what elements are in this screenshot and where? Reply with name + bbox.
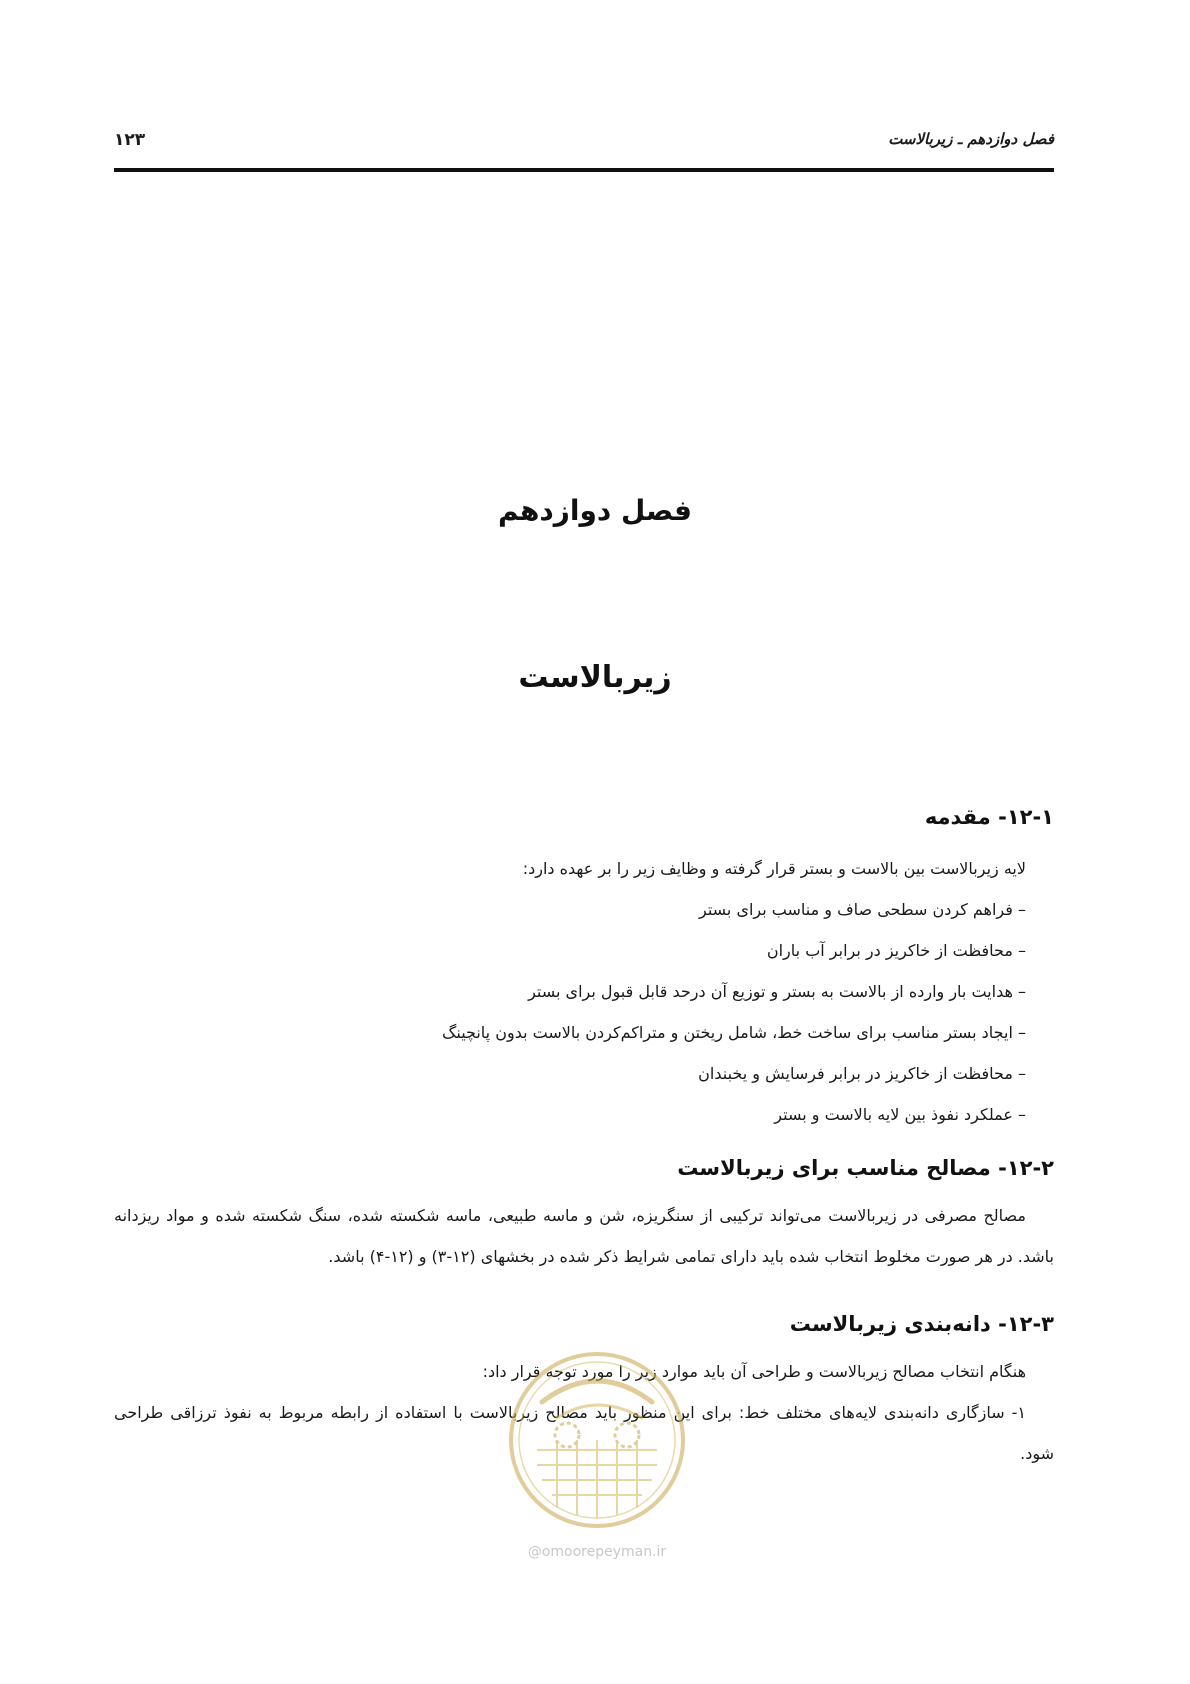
watermark-url: @omoorepeyman.ir (527, 1544, 667, 1560)
grading-paragraph: ۱- سازگاری دانه‌بندی لایه‌های مختلف خط: برای این منظور باید مصالح زیربالاست با استفاده از رابطه مربوط به نفوذ ترزاقی طراحی شود. (114, 1403, 1054, 1463)
list-item: – محافظت از خاکریز در برابر فرسایش و یخبندان (698, 1064, 1026, 1083)
section-intro-text: لایه زیربالاست بین بالاست و بستر قرار گرفته و وظایف زیر را بر عهده دارد: (522, 859, 1026, 878)
section-heading-introduction: ۱۲-۱- مقدمه (924, 805, 1054, 829)
section-heading-materials: ۱۲-۲- مصالح مناسب برای زیربالاست (677, 1156, 1054, 1180)
list-item: – محافظت از خاکریز در برابر آب باران (766, 941, 1026, 960)
page-number: ۱۲۳ (114, 130, 146, 150)
list-item: – فراهم کردن سطحی صاف و مناسب برای بستر (698, 900, 1026, 919)
body-text (114, 800, 1054, 1474)
materials-paragraph: مصالح مصرفی در زیربالاست می‌تواند ترکیبی از سنگریزه، شن و ماسه طبیعی، ماسه شکسته شده، سنگ شکسته شده و مواد ریزدانه باشد. در هر صورت مخلوط انتخاب شده باید دارای تمامی شرایط ذکر شده در بخشهای (۱۲-۳) و (۱۲-۴) باشد. (114, 1206, 1054, 1266)
subballast-functions-list (114, 889, 1054, 1135)
section-heading-grading: ۱۲-۳- دانه‌بندی زیربالاست (789, 1312, 1054, 1336)
chapter-subtitle: زیربالاست (518, 660, 672, 695)
list-item: – ایجاد بستر مناسب برای ساخت خط، شامل ریختن و متراکم‌کردن بالاست بدون پانچینگ (442, 1023, 1026, 1042)
grading-intro-text: هنگام انتخاب مصالح زیربالاست و طراحی آن باید موارد زیر را مورد توجه قرار داد: (482, 1362, 1026, 1381)
list-item: – عملکرد نفوذ بین لایه بالاست و بستر (774, 1105, 1026, 1124)
running-header-title: فصل دوازدهم ـ زیربالاست (888, 130, 1054, 148)
list-item: – هدایت بار وارده از بالاست به بستر و توزیع آن درحد قابل قبول برای بستر (528, 982, 1026, 1001)
header-divider (114, 168, 1054, 172)
running-header (114, 122, 1054, 174)
chapter-title: فصل دوازدهم (498, 494, 692, 527)
